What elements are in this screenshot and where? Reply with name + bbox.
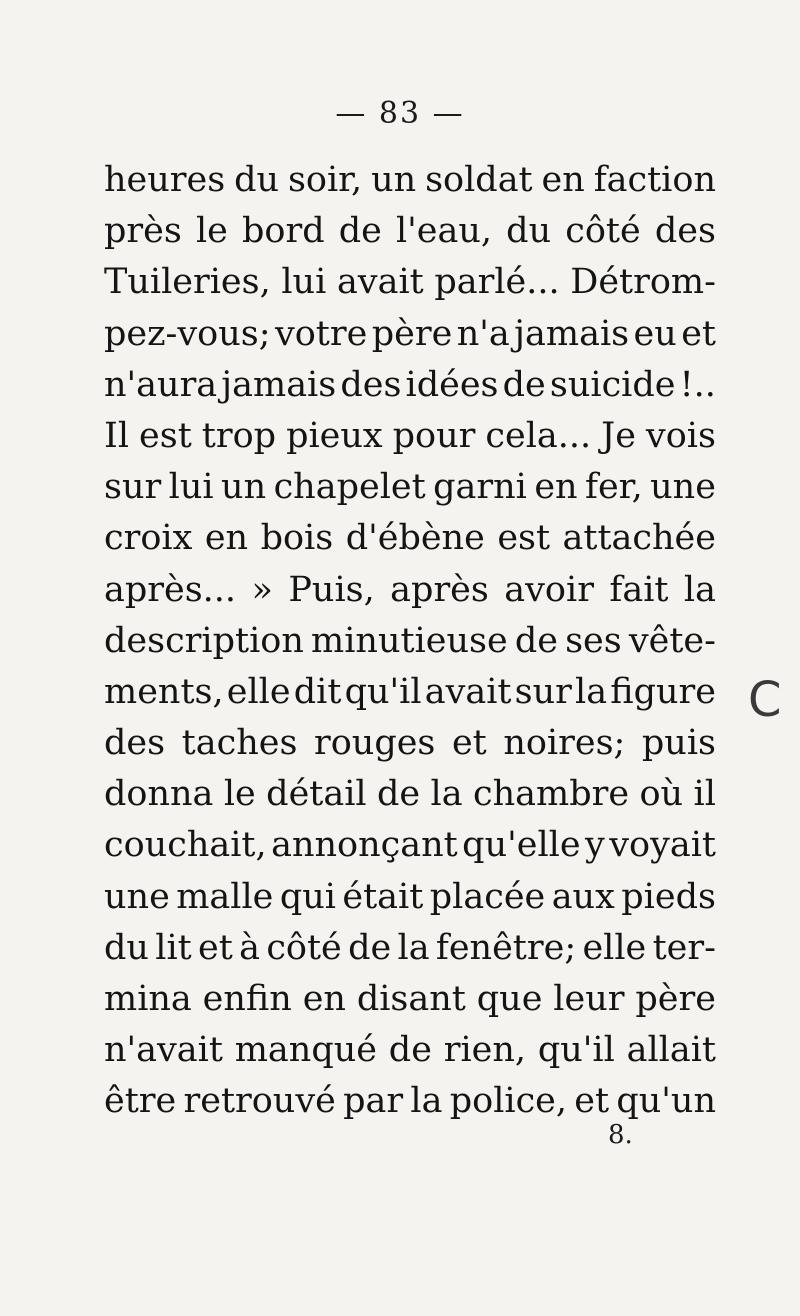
word: de — [502, 364, 546, 405]
word: et — [574, 1081, 610, 1122]
word: !.. — [679, 364, 716, 405]
word: pour — [392, 415, 476, 456]
word: retrouvé — [183, 1081, 336, 1122]
word: ses — [565, 620, 622, 661]
word: lui — [281, 262, 327, 303]
word: qu'il — [344, 671, 422, 712]
word: attachée — [562, 518, 716, 559]
word: la — [410, 1081, 443, 1122]
word: le — [223, 774, 256, 815]
word: l'eau, — [395, 211, 493, 252]
margin-mark: C — [748, 672, 782, 728]
text-line — [104, 616, 716, 667]
word: elle — [582, 927, 647, 968]
text-line — [104, 1025, 716, 1076]
word: une — [650, 467, 716, 508]
word: Tuileries, — [104, 262, 271, 303]
text-line — [104, 513, 716, 564]
word: jamais — [221, 364, 337, 405]
word: bord — [241, 211, 325, 252]
word: enfin — [202, 979, 292, 1019]
signature-mark: 8. — [608, 1120, 633, 1150]
word: heures — [104, 160, 226, 200]
word: où — [639, 774, 684, 815]
word: n'aura — [104, 364, 218, 405]
word: soir, — [287, 160, 363, 200]
word: des — [340, 364, 402, 405]
word: Détrom- — [570, 262, 716, 303]
text-line — [104, 411, 716, 462]
word: du — [104, 927, 149, 968]
word: voyait — [609, 825, 716, 866]
word: jamais — [514, 313, 630, 354]
text-line — [104, 206, 716, 257]
word: vois — [645, 415, 716, 456]
word: pieds — [621, 876, 716, 917]
word: père — [635, 979, 716, 1019]
text-line — [104, 565, 716, 616]
word: des — [104, 723, 166, 764]
word: figure — [610, 671, 716, 712]
word: en — [541, 160, 585, 200]
word: fer, — [585, 467, 643, 508]
text-line — [104, 820, 716, 871]
word: rien, — [443, 1030, 527, 1071]
word: Je — [601, 415, 636, 456]
word: fenêtre; — [435, 927, 577, 968]
text-line — [104, 769, 716, 820]
word: détail — [266, 774, 367, 815]
word: avait — [336, 262, 424, 303]
word: y — [585, 825, 605, 866]
word: noires; — [503, 723, 626, 764]
word: le — [195, 211, 228, 252]
word: disant — [356, 979, 466, 1019]
text-line — [104, 257, 716, 308]
word: fait — [609, 569, 669, 610]
word: croix — [104, 518, 193, 559]
text-line — [104, 667, 716, 718]
text-line — [104, 718, 716, 769]
word: taches — [181, 723, 298, 764]
word: la — [430, 774, 463, 815]
text-line — [104, 155, 716, 206]
word: pieux — [286, 415, 383, 456]
word: père — [371, 313, 453, 354]
word: en — [204, 518, 249, 559]
word: qui — [279, 876, 336, 917]
word: côté — [565, 211, 641, 252]
word: du — [506, 211, 552, 252]
word: être — [104, 1081, 177, 1122]
word: la — [397, 927, 430, 968]
word: description — [104, 620, 304, 661]
word: est — [139, 415, 192, 456]
word: de — [338, 211, 382, 252]
word: annonçant — [271, 825, 458, 866]
word: dit — [293, 671, 342, 712]
word: des — [654, 211, 716, 252]
word: soldat — [425, 160, 533, 200]
word: après — [390, 569, 489, 610]
word: elle — [226, 671, 291, 712]
word: près — [104, 211, 182, 252]
word: bois — [260, 518, 334, 559]
word: eu — [633, 313, 677, 354]
word: parlé... — [434, 262, 560, 303]
word: avoir — [504, 569, 594, 610]
word: qu'elle — [462, 825, 581, 866]
word: que — [476, 979, 543, 1019]
word: après... — [104, 569, 237, 610]
word: » — [251, 569, 273, 610]
word: d'ébène — [345, 518, 485, 559]
word: couchait, — [104, 825, 267, 866]
word: cela... — [485, 415, 592, 456]
word: ments, — [104, 671, 224, 712]
text-line — [104, 923, 716, 974]
word: un — [371, 160, 417, 200]
word: à — [239, 927, 260, 968]
word: était — [342, 876, 424, 917]
word: chambre — [473, 774, 630, 815]
page-number: — 83 — — [335, 96, 465, 131]
word: et — [198, 927, 233, 968]
word: pez-vous; — [104, 313, 271, 354]
word: et — [451, 723, 487, 764]
text-line — [104, 974, 716, 1025]
word: faction — [593, 160, 716, 200]
word: est — [497, 518, 551, 559]
word: la — [683, 569, 716, 610]
word: placée — [429, 876, 546, 917]
word: de — [348, 927, 392, 968]
word: la — [575, 671, 608, 712]
word: aux — [551, 876, 615, 917]
word: n'avait — [104, 1030, 223, 1071]
word: idées — [405, 364, 499, 405]
word: chapelet — [273, 467, 426, 508]
body-text — [104, 155, 716, 1128]
word: Puis, — [288, 569, 375, 610]
word: sur — [514, 671, 572, 712]
word: donna — [104, 774, 214, 815]
word: manqué — [234, 1030, 377, 1071]
word: ter- — [652, 927, 716, 968]
word: garni — [433, 467, 527, 508]
word: lui — [168, 467, 214, 508]
word: qu'il — [537, 1030, 615, 1071]
word: suicide — [549, 364, 676, 405]
word: un — [221, 467, 267, 508]
text-line — [104, 309, 716, 360]
word: mina — [104, 979, 192, 1019]
word: en — [534, 467, 578, 508]
word: il — [693, 774, 716, 815]
word: vête- — [628, 620, 716, 661]
word: lit — [155, 927, 192, 968]
word: n'a — [456, 313, 510, 354]
word: rouges — [313, 723, 436, 764]
word: sur — [104, 467, 162, 508]
word: Il — [104, 415, 130, 456]
word: une — [104, 876, 170, 917]
text-line — [104, 462, 716, 513]
word: de — [514, 620, 558, 661]
word: trop — [201, 415, 277, 456]
word: et — [681, 313, 716, 354]
word: malle — [176, 876, 274, 917]
word: en — [302, 979, 346, 1019]
word: par — [343, 1081, 404, 1122]
word: du — [234, 160, 280, 200]
text-line — [104, 872, 716, 923]
word: allait — [626, 1030, 716, 1071]
word: qu'un — [616, 1081, 716, 1122]
word: minutieuse — [311, 620, 508, 661]
word: de — [377, 774, 421, 815]
word: votre — [274, 313, 368, 354]
word: puis — [641, 723, 716, 764]
text-line — [104, 360, 716, 411]
word: leur — [553, 979, 625, 1019]
word: police, — [449, 1081, 568, 1122]
word: côté — [266, 927, 342, 968]
word: avait — [424, 671, 512, 712]
word: de — [388, 1030, 432, 1071]
